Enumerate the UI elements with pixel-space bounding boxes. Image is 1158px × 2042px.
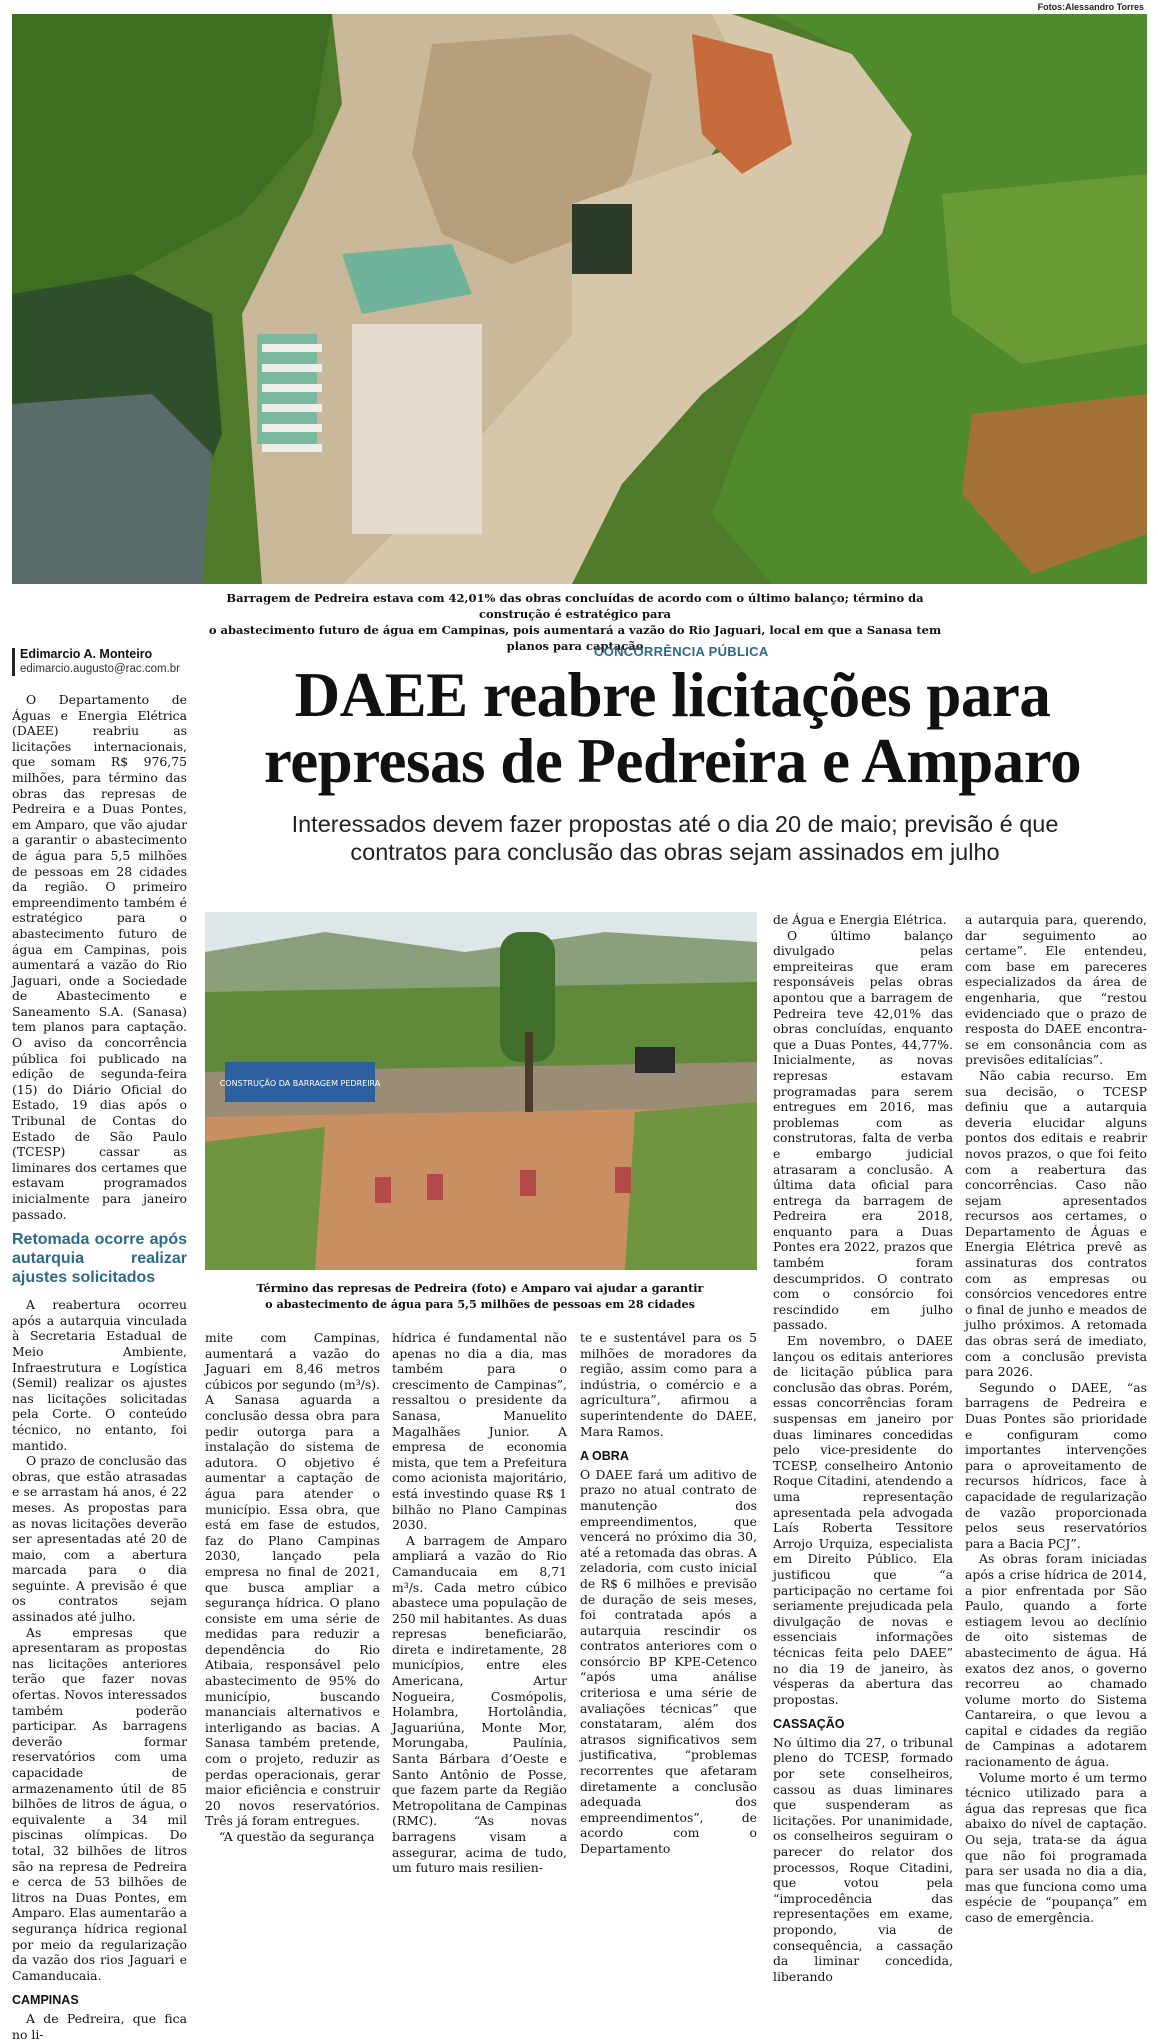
mid-caption-line-2: o abastecimento de água para 5,5 milhões de pessoas em 28 cidades (265, 1297, 695, 1311)
column-4 (580, 1330, 757, 1857)
paragraph: a autarquia para, querendo, dar seguimento ao certame”. Ele entendeu, com base em pareceres especializados da área de engenharia, que “restou evidenciado que o prazo de resposta do DAEE encontra-se em consonância com as previsões editalícias”. (965, 912, 1147, 1068)
dam-site-photo (205, 912, 757, 1270)
paragraph: hídrica é fundamental não apenas no dia a dia, mas também para o crescimento de Campinas”, ressaltou o presidente da Sanasa, Manuelito Magalhães Junior. A empresa de economia mista, que tem a Prefeitura como acionista majoritário, está investindo quase R$ 1 bilhão no Plano Campinas 2030. (392, 1330, 567, 1533)
headline-line-2: represas de Pedreira e Amparo (263, 726, 1082, 796)
paragraph: A de Pedreira, que fica no li- (12, 2010, 187, 2042)
headline-line-1: DAEE reabre licitações para (294, 660, 1051, 730)
author-name: Edimarcio A. Monteiro (20, 647, 153, 661)
subheadline: Retomada ocorre após autarquia realizar ajustes solicitados (12, 1231, 187, 1287)
deck-line-1: Interessados devem fazer propostas até o dia 20 de maio; previsão é que (291, 811, 1059, 837)
column-1 (12, 692, 187, 2042)
mid-caption-line-1: Término das represas de Pedreira (foto) e Amparo vai ajudar a garantir (256, 1281, 704, 1295)
paragraph: O último balanço divulgado pelas empreiteiras que eram responsáveis pelas obras apontou que a barragem de Pedreira teve 42,01% das obras concluídas, enquanto que a Duas Pontes, 44,77%. Inicialmente, as novas represas estavam programadas para serem entregues em 2016, mas problemas com as construtoras, falta de verba e embargo judicial atrasaram a conclusão. A última data oficial para entrega da barragem de Pedreira era 2018, enquanto para a Duas Pontes era 2022, prazos que também foram descumpridos. O contrato com o consórcio foi rescindido em julho passado. (773, 927, 953, 1333)
paragraph: As empresas que apresentaram as propostas nas licitações anteriores terão que fazer novas ofertas. Novos interessados também poderão participar. As barragens deverão formar reservatórios com uma capacidade de armazenamento útil de 85 bilhões de litros de água, o equivalente a 34 mil piscinas olímpicas. Do total, 32 bilhões de litros são na represa de Pedreira e cerca de 53 bilhões de litros na Duas Pontes, em Amparo. Elas aumentarão a segurança hídrica regional por meio da regularização da vazão dos rios Jaguari e Camanducaia. (12, 1624, 187, 1983)
paragraph: de Água e Energia Elétrica. (773, 912, 947, 927)
column-2 (205, 1330, 380, 1845)
top-caption-line-2: o abastecimento futuro de água em Campinas, pois aumentará a vazão do Rio Jaguari, local em que a Sanasa tem planos para captação (208, 623, 942, 653)
section-heading: A OBRA (580, 1449, 629, 1464)
column-5 (773, 912, 953, 1984)
paragraph: O prazo de conclusão das obras, que estão atrasadas e se arrastam há anos, é 22 meses. As propostas para as novas licitações deverão ser apresentadas até 20 de maio, com a abertura marcada para o dia seguinte. A previsão é que os contratos sejam assinados até julho. (12, 1453, 187, 1625)
section-kicker: CONCORRÊNCIA PÚBLICA (594, 644, 769, 659)
paragraph: O Departamento de Águas e Energia Elétrica (DAEE) reabriu as licitações internacionais, que somam R$ 976,75 milhões, para término das obras das represas de Pedreira e a Duas Pontes, em Amparo, que vão ajudar a garantir o abastecimento de água para 5,5 milhões de pessoas em 28 cidades da região. O primeiro empreendimento também é estratégico para o abastecimento futuro de água em Campinas, pois aumentará a vazão do Rio Jaguari, onde a Sociedade de Abastecimento e Saneamento S.A. (Sanasa) tem planos para captação. O aviso da concorrência pública foi publicado na edição de segunda-feira (15) do Diário Oficial do Estado, 19 dias após o Tribunal de Contas do Estado de São Paulo (TCESP) cassar as liminares dos certames que estavam programados inicialmente para janeiro passado. (12, 692, 187, 1222)
column-6 (965, 912, 1147, 1926)
author-rule (12, 648, 15, 676)
section-heading: CASSAÇÃO (773, 1717, 845, 1732)
paragraph: mite com Campinas, aumentará a vazão do Jaguari em 8,46 metros cúbicos por segundo (m³/s). A Sanasa aguarda a conclusão dessa obra para pedir outorga para a instalação do sistema de adutora. O objetivo é aumentar a captação de água para atender o município. Essa obra, que está em fase de estudos, faz do Plano Campinas 2030, lançado pela empresa no final de 2021, que busca ampliar a segurança hídrica. O plano consiste em uma série de medidas para reduzir a dependência do Rio Atibaia, responsável pelo abastecimento de 95% do município, buscando mananciais alternativos e interligando as bacias. A Sanasa também pretende, com o projeto, reduzir as perdas operacionais, gerar maior eficiência e construir 20 novos reservatórios. Três já foram entregues. (205, 1330, 380, 1829)
paragraph: A reabertura ocorreu após a autarquia vinculada à Secretaria Estadual de Meio Ambiente, Infraestrutura e Logística (Semil) realizar os ajustes nas licitações solicitadas pela Corte. O conteúdo técnico, no entanto, foi mantido. (12, 1297, 187, 1453)
paragraph: Não cabia recurso. Em sua decisão, o TCESP definiu que a autarquia deveria elucidar alguns pontos dos editais e reabrir novos prazos, o que foi feito com a reabertura das concorrências. Caso não sejam apresentados recursos aos certames, o Departamento de Águas e Energia Elétrica prevê as assinaturas dos contratos com as empresas ou consórcios vencedores entre o final de junho e meados de julho próximos. A retomada das obras será de imediato, com a conclusão prevista para 2026. (965, 1067, 1147, 1380)
site-sign-text: CONSTRUÇÃO DA BARRAGEM PEDREIRA (219, 1079, 381, 1088)
paragraph: te e sustentável para os 5 milhões de moradores da região, assim como para a indústria, o comércio e a agricultura”, afirmou a superintendente do DAEE, Mara Ramos. (580, 1330, 757, 1439)
headline (200, 662, 1145, 794)
deck-line-2: contratos para conclusão das obras sejam assinados em julho (350, 839, 1000, 865)
section-heading: CAMPINAS (12, 1993, 79, 2008)
dam-aerial-photo (12, 14, 1147, 584)
paragraph: As obras foram iniciadas após a crise hídrica de 2014, a pior enfrentada por São Paulo, quando a forte estiagem levou ao declínio de oito sistemas de abastecimento de água. Há exatos dez anos, o governo recorreu ao chamado volume morto do Sistema Cantareira, o que levou a capital e cidades da região de Campinas a adotarem racionamento de água. (965, 1551, 1147, 1770)
author-email[interactable]: edimarcio.augusto@rac.com.br (20, 663, 180, 675)
photo-credit: Fotos:Alessandro Torres (1037, 2, 1144, 12)
paragraph: O DAEE fará um aditivo de prazo no atual contrato de manutenção dos empreendimentos, que vencerá no próximo dia 30, até a retomada das obras. A zeladoria, com custo inicial de R$ 6 milhões e previsão de duração de seis meses, foi contratada após a autarquia rescindir os contratos anteriores com o consórcio BP KPE-Cetenco “após uma análise criteriosa e uma série de avaliações técnicas” que constataram, além dos atrasos significativos sem justificativa, “problemas recorrentes que afetaram diretamente a conclusão adequada dos empreendimentos”, de acordo com o Departamento (580, 1466, 757, 1856)
mid-photo-caption (250, 1280, 710, 1312)
paragraph: No último dia 27, o tribunal pleno do TCESP, formado por sete conselheiros, cassou as duas liminares que suspenderam as licitações. Por unanimidade, os conselheiros seguiram o parecer do relator dos processos, Roque Citadini, que votou pela “improcedência das representações em exame, propondo, via de consequência, a cassação da liminar concedida, liberando (773, 1734, 953, 1984)
paragraph: “A questão da segurança (219, 1829, 375, 1844)
top-photo-caption (205, 590, 945, 654)
deck (210, 810, 1140, 866)
paragraph: Volume morto é um termo técnico utilizado para a água das represas que fica abaixo do nível de captação. Ou seja, trata-se da água que não foi programada para ser usada no dia a dia, mas que funciona como uma espécie de “poupança” em caso de emergência. (965, 1769, 1147, 1925)
paragraph: Segundo o DAEE, “as barragens de Pedreira e Duas Pontes são prioridade e configuram como importantes intervenções para o aproveitamento de recursos hídricos, face à capacidade de regularização de vazão proporcionada pelos seus reservatórios para a Bacia PCJ”. (965, 1379, 1147, 1551)
column-3 (392, 1330, 567, 1876)
paragraph: A barragem de Amparo ampliará a vazão do Rio Camanducaia em 8,71 m³/s. Cada metro cúbico abastece uma população de 250 mil habitantes. As duas represas beneficiarão, direta e indiretamente, 28 municípios, entre eles Americana, Artur Nogueira, Cosmópolis, Holambra, Hortolândia, Jaguariúna, Monte Mor, Morungaba, Paulínia, Santa Bárbara d’Oeste e Santo Antônio de Posse, que fazem parte da Região Metropolitana de Campinas (RMC). “As novas barragens visam a assegurar, acima de tudo, um futuro mais resilien- (392, 1532, 567, 1876)
paragraph: Em novembro, o DAEE lançou os editais anteriores de licitação pública para conclusão das obras. Porém, essas concorrências foram suspensas em janeiro por duas liminares concedidas pelo vice-presidente do TCESP, conselheiro Antonio Roque Citadini, atendendo a uma representação apresentada pela advogada Laís Roberta Tessitore Arrojo Urquiza, especialista em Direito Público. Ela justificou que “a participação no certame foi seriamente prejudicada pela divulgação de novas e essenciais informações técnicas feita pelo DAEE” no dia 19 de janeiro, às vésperas da abertura das propostas. (773, 1333, 953, 1707)
top-caption-line-1: Barragem de Pedreira estava com 42,01% das obras concluídas de acordo com o último balanço; término da construção é estratégico para (226, 591, 924, 621)
